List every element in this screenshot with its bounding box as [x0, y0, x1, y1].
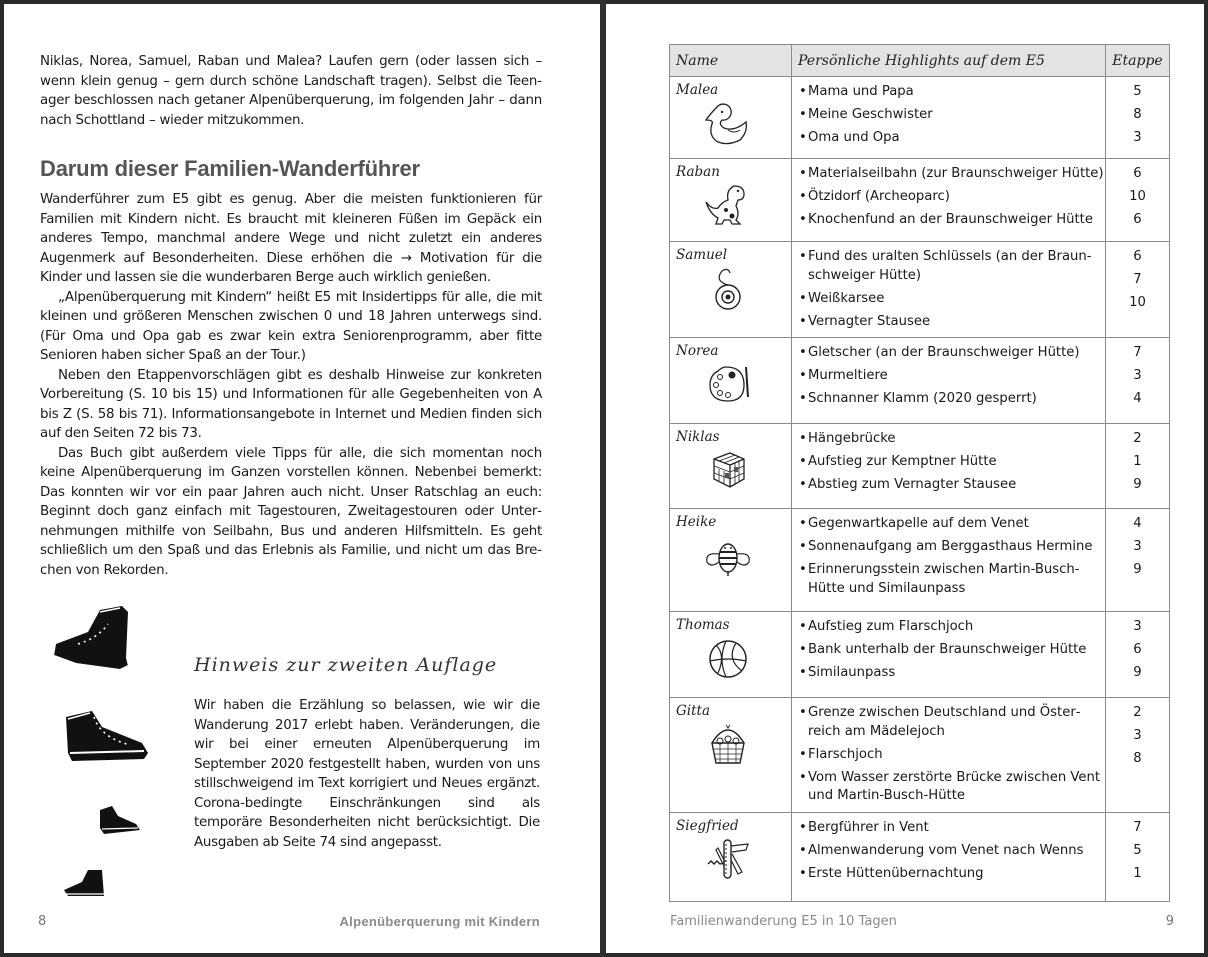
- left-page: [4, 4, 600, 953]
- highlight-item: • Meine Geschwister: [792, 106, 1105, 125]
- stage-number: 2: [1133, 431, 1142, 446]
- stage-list: [1106, 338, 1169, 419]
- stage-number: 9: [1133, 477, 1142, 492]
- hint-text: Wir haben die Erzählung so belassen, wie wir die Wanderung 2017 erlebt haben. Veränderungen, die wir bei einer erneuten Alpenüberquerung im September 2020 festgestellt haben, wurden von uns stillschweigend im Text korrigiert und Neues ergänzt. Corona-bedingte Einschränkungen sind als temporäre Besonderheiten nicht berücksichtigt. Die Ausgaben ab Seite 74 sind angepasst.: [194, 698, 540, 850]
- highlights-list: [792, 698, 1105, 812]
- column-header-highlights: Persönliche Highlights auf dem E5: [792, 45, 1106, 77]
- right-page: [606, 4, 1204, 953]
- stage-number: 4: [1133, 391, 1142, 406]
- name-cell: [670, 242, 792, 338]
- highlights-list: [792, 424, 1105, 501]
- person-name: Samuel: [676, 247, 728, 263]
- name-cell: [670, 812, 792, 901]
- highlight-item: • Bank unterhalb der Braunschweiger Hütte: [792, 641, 1105, 660]
- highlights-list: [792, 159, 1105, 236]
- column-header-name: Name: [670, 45, 792, 77]
- hiking-boot-icon: [62, 707, 152, 765]
- stage-number: 1: [1133, 454, 1142, 469]
- stage-cell: [1106, 424, 1170, 509]
- stage-number: 9: [1133, 562, 1142, 577]
- highlights-list: [792, 813, 1105, 890]
- table-row-niklas: [670, 424, 1170, 509]
- stage-number: 2: [1133, 705, 1142, 720]
- highlights-cell: [792, 698, 1106, 813]
- table-row-malea: [670, 77, 1170, 159]
- person-name: Niklas: [676, 429, 720, 445]
- stage-list: [1106, 698, 1169, 779]
- name-cell: [670, 698, 792, 813]
- highlights-cell: [792, 242, 1106, 338]
- paint-palette-icon: [704, 361, 752, 407]
- stage-number: 6: [1133, 212, 1142, 227]
- stage-number: 5: [1133, 842, 1142, 858]
- highlights-list: [792, 509, 1105, 604]
- stage-cell: [1106, 612, 1170, 698]
- highlight-item: • Hängebrücke: [792, 430, 1105, 449]
- yoyo-icon: [704, 265, 752, 311]
- hiking-boot-icon: [48, 604, 134, 674]
- highlights-table: [669, 44, 1170, 902]
- stage-list: [1106, 509, 1169, 590]
- highlights-cell: [792, 509, 1106, 612]
- stage-number: 8: [1133, 107, 1142, 122]
- stage-number: 7: [1133, 819, 1142, 835]
- person-name: Thomas: [676, 617, 730, 633]
- hiking-boot-icon: [62, 868, 108, 900]
- highlight-item: • Abstieg zum Vernagter Stausee: [792, 476, 1105, 495]
- paragraph-3: Neben den Etappenvorschlägen gibt es deshalb Hinweise zur konkreten Vorbereitung (S. 10 bis 15) und Informationen für alle Gegebenheiten von A bis Z (S. 58 bis 71). Informationsangebote in Internet und Medien finden sich auf den Seiten 72 bis 73.: [40, 367, 542, 441]
- highlights-cell: [792, 159, 1106, 242]
- highlight-item: • Gegenwartkapelle auf dem Venet: [792, 515, 1105, 534]
- highlight-item: • Vernagter Stausee: [792, 313, 1105, 332]
- stage-number: 3: [1133, 130, 1142, 145]
- rubiks-cube-icon: [704, 447, 752, 493]
- highlight-item: • Aufstieg zum Flarschjoch: [792, 618, 1105, 637]
- column-header-stage: Etappe: [1106, 45, 1170, 77]
- highlight-item: • Similaunpass: [792, 664, 1105, 683]
- table-row-thomas: [670, 612, 1170, 698]
- highlight-item: • Gletscher (an der Braunschweiger Hütte): [792, 344, 1105, 363]
- person-name: Malea: [676, 82, 719, 98]
- highlight-item: • Weißkarsee: [792, 290, 1105, 309]
- person-name: Raban: [676, 164, 720, 180]
- paragraph-2: „Alpenüberquerung mit Kindern“ heißt E5 mit Insidertipps für alle, die mit kleinen und größeren Menschen zwischen 0 und 18 Jahren unterwegs sind. (Für Oma und Opa gab es zwar kein extra Seniorenprogramm, aber fitte Senioren haben sicher Spaß an der Tour.): [40, 289, 542, 363]
- highlight-item: • Almenwanderung vom Venet nach Wenns: [792, 842, 1105, 861]
- running-header-book-title: Alpenüberquerung mit Kindern: [339, 914, 540, 929]
- highlight-item: • Bergführer in Vent: [792, 819, 1105, 838]
- name-cell: [670, 509, 792, 612]
- basketball-icon: [704, 635, 752, 681]
- stage-number: 5: [1133, 84, 1142, 99]
- highlights-cell: [792, 77, 1106, 159]
- rubber-duck-icon: [704, 100, 752, 146]
- highlight-item: • Ötzidorf (Archeoparc): [792, 188, 1105, 207]
- dinosaur-icon: [704, 182, 752, 228]
- highlights-list: [792, 338, 1105, 415]
- stage-number: 6: [1133, 166, 1142, 181]
- stage-cell: [1106, 509, 1170, 612]
- stage-number: 4: [1133, 516, 1142, 531]
- section-body: [40, 190, 542, 580]
- table-row-heike: [670, 509, 1170, 612]
- highlights-list: [792, 77, 1105, 154]
- highlights-cell: [792, 424, 1106, 509]
- name-cell: [670, 424, 792, 509]
- stage-list: [1106, 77, 1169, 158]
- highlights-list: [792, 612, 1105, 689]
- stage-list: [1106, 242, 1169, 323]
- bee-icon: [704, 532, 752, 578]
- table-row-raban: [670, 159, 1170, 242]
- stage-number: 3: [1133, 728, 1142, 743]
- table-row-siegfried: [670, 812, 1170, 901]
- running-header-chapter-title: Familienwanderung E5 in 10 Tagen: [670, 914, 897, 929]
- paragraph-1: Wanderführer zum E5 gibt es genug. Aber die meisten funktionieren für Familien mit Kindern nicht. Es braucht mit kleineren Füßen im Gepäck ein anderes Tempo, manchmal andere Wege und nicht zuletzt ein anderes Augenmerk auf Besonderheiten. Diese erhöhen die → Motivation für die Kinder und lassen sie die wunderbaren Berge auch wirklich genießen.: [40, 192, 542, 285]
- stage-number: 10: [1129, 295, 1146, 310]
- intro-text: Niklas, Norea, Samuel, Raban und Malea? Laufen gern (oder lassen sich – wenn klein genug – gern durch schöne Landschaft tragen). Selbst die Teenager beschlossen nach getaner Alpenüberquerung, im folgenden Jahr – dann nach Schottland – wieder mitzukommen.: [40, 54, 542, 128]
- highlight-item: • Sonnenaufgang am Berggasthaus Hermine: [792, 538, 1105, 557]
- page-number: 9: [1165, 914, 1174, 929]
- pocket-knife-icon: [704, 836, 752, 882]
- table-header-row: [670, 45, 1170, 77]
- person-name: Gitta: [676, 703, 711, 719]
- highlight-item: • Mama und Papa: [792, 83, 1105, 102]
- stage-cell: [1106, 159, 1170, 242]
- stage-list: [1106, 159, 1169, 240]
- hint-title: Hinweis zur zweiten Auflage: [194, 654, 498, 676]
- page-number: 8: [38, 914, 47, 929]
- highlight-item: • Flarschjoch: [792, 746, 1105, 765]
- flower-basket-icon: [704, 721, 752, 767]
- intro-paragraph: [40, 52, 542, 130]
- stage-number: 7: [1133, 272, 1142, 287]
- stage-number: 8: [1133, 751, 1142, 766]
- stage-cell: [1106, 338, 1170, 424]
- stage-number: 3: [1133, 539, 1142, 554]
- stage-number: 7: [1133, 345, 1142, 360]
- table-row-samuel: [670, 242, 1170, 338]
- person-name: Siegfried: [676, 817, 739, 834]
- name-cell: [670, 612, 792, 698]
- stage-number: 3: [1133, 368, 1142, 383]
- highlights-cell: [792, 338, 1106, 424]
- highlight-item: • Schnanner Klamm (2020 gesperrt): [792, 390, 1105, 409]
- highlights-cell: [792, 812, 1106, 901]
- name-cell: [670, 159, 792, 242]
- stage-cell: [1106, 242, 1170, 338]
- stage-cell: [1106, 812, 1170, 901]
- hiking-boot-icon: [96, 804, 142, 836]
- stage-number: 10: [1129, 189, 1146, 204]
- stage-list: [1106, 424, 1169, 505]
- highlight-item: • Aufstieg zur Kemptner Hütte: [792, 453, 1105, 472]
- highlights-cell: [792, 612, 1106, 698]
- section-title: Darum dieser Familien-Wanderführer: [40, 156, 420, 181]
- stage-number: 6: [1133, 642, 1142, 657]
- stage-list: [1106, 813, 1169, 894]
- highlight-item: • Knochenfund an der Braunschweiger Hütte: [792, 211, 1105, 230]
- stage-number: 3: [1133, 619, 1142, 634]
- hint-body: [194, 696, 540, 852]
- person-name: Norea: [676, 343, 719, 359]
- highlight-item: • Materialseilbahn (zur Braunschweiger Hütte): [792, 165, 1105, 184]
- table-row-norea: [670, 338, 1170, 424]
- stage-number: 9: [1133, 665, 1142, 680]
- highlight-item: • Erinnerungsstein zwischen Martin-Busch-Hütte und Similaunpass: [792, 561, 1105, 598]
- stage-number: 1: [1133, 865, 1142, 881]
- stage-number: 6: [1133, 249, 1142, 264]
- highlight-item: • Fund des uralten Schlüssels (an der Braunschweiger Hütte): [792, 248, 1105, 285]
- highlight-item: • Vom Wasser zerstörte Brücke zwischen Vent und Martin-Busch-Hütte: [792, 769, 1105, 806]
- person-name: Heike: [676, 514, 717, 530]
- table-row-gitta: [670, 698, 1170, 813]
- stage-cell: [1106, 698, 1170, 813]
- highlight-item: • Murmeltiere: [792, 367, 1105, 386]
- name-cell: [670, 77, 792, 159]
- stage-cell: [1106, 77, 1170, 159]
- highlight-item: • Oma und Opa: [792, 129, 1105, 148]
- highlights-list: [792, 242, 1105, 337]
- highlight-item: • Erste Hüttenübernachtung: [792, 865, 1105, 884]
- highlight-item: • Grenze zwischen Deutschland und Österreich am Mädelejoch: [792, 704, 1105, 741]
- stage-list: [1106, 612, 1169, 693]
- name-cell: [670, 338, 792, 424]
- paragraph-4: Das Buch gibt außerdem viele Tipps für alle, die sich momentan noch keine Alpenüberquerung im Ganzen vorstellen können. Nebenbei bemerkt: Das konnten wir vor ein paar Jahren auch nicht. Unser Ratschlag an euch: Beginnt doch ganz einfach mit Tagestouren, Zweitagestouren oder Unternehmungen mithilfe von Seilbahn, Bus und anderen Hilfsmitteln. Es geht schließlich um den Spaß und das Erlebnis als Familie, und nicht um das Brechen von Rekorden.: [40, 445, 542, 578]
